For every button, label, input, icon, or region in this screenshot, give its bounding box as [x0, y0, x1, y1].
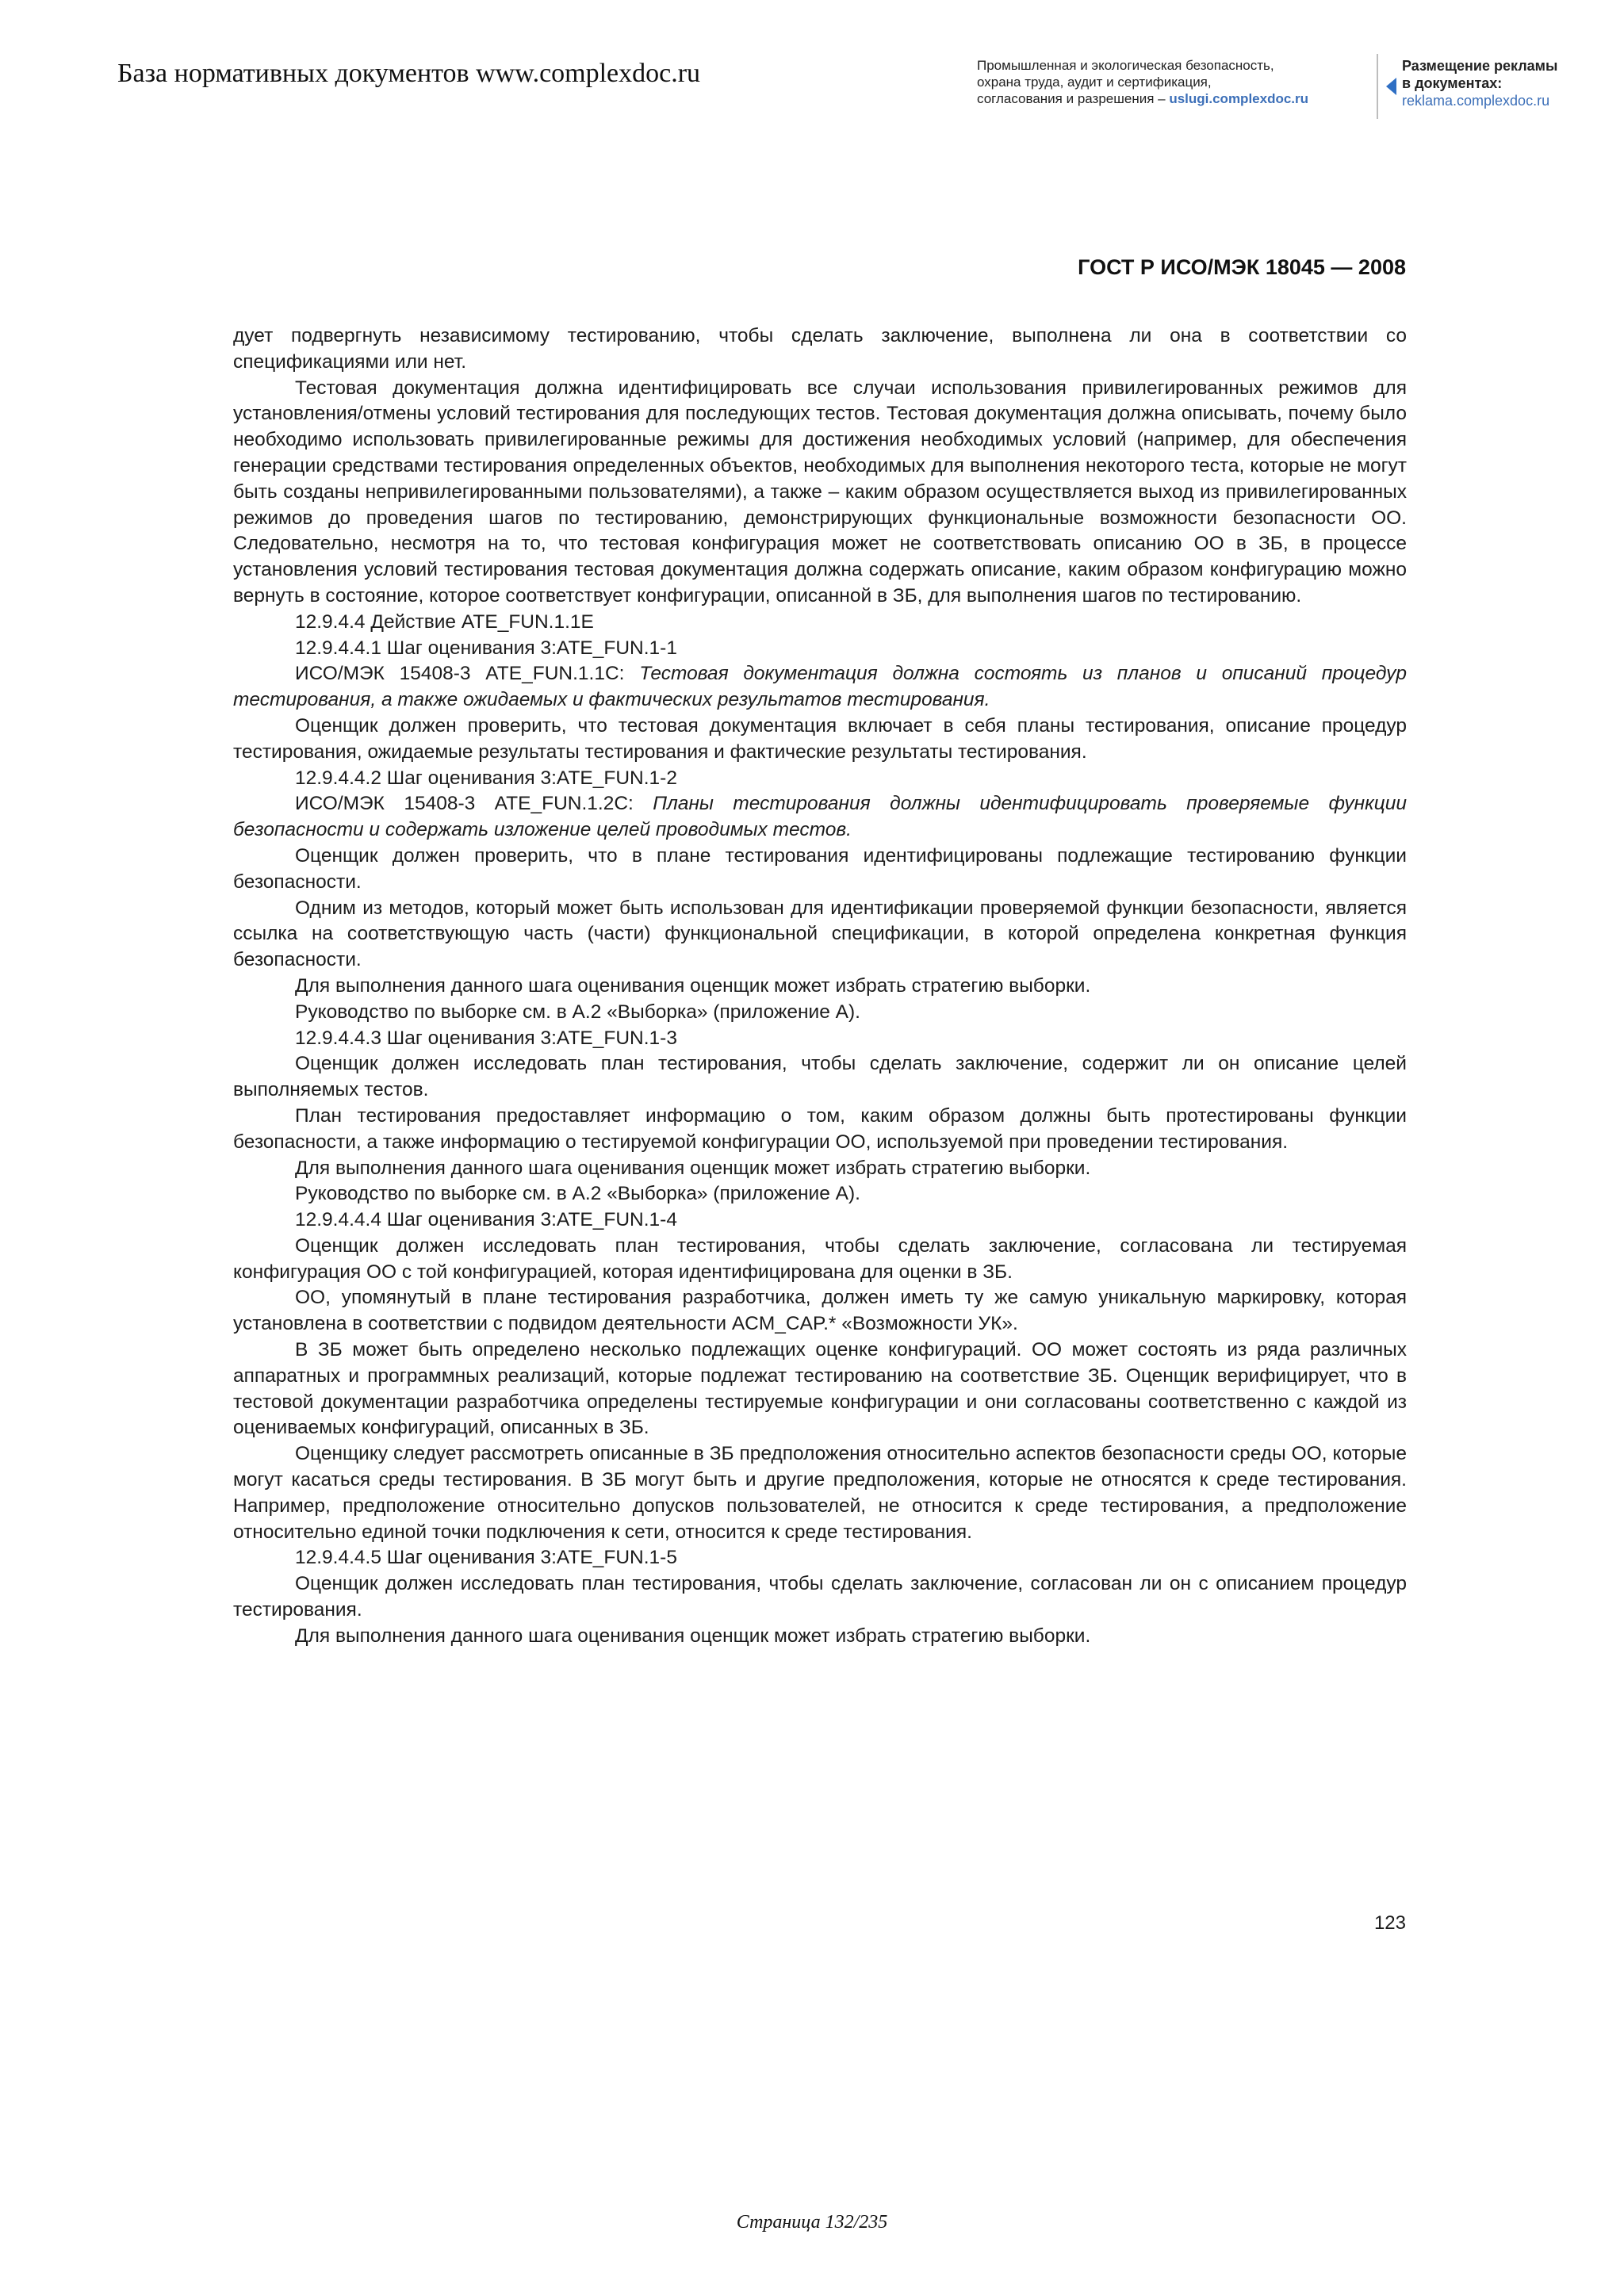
services-line-2: охрана труда, аудит и сертификация,: [977, 75, 1212, 90]
paragraph: дует подвергнуть независимому тестированию, чтобы сделать заключение, выполнена ли она в соответствии со спецификациями или нет.: [233, 325, 1407, 373]
requirement-text: Тестовая документация должна состоять из планов и описаний процедур тестирования, а также ожидаемых и фактических результатов тестирования.: [233, 663, 1407, 711]
banner-divider: [1377, 54, 1378, 119]
arrow-left-icon: [1386, 78, 1396, 95]
paragraph: 12.9.4.4.4 Шаг оценивания 3:ATE_FUN.1-4: [295, 1209, 677, 1231]
paragraph: Тестовая документация должна идентифицировать все случаи использования привилегированных режимов для установления/отмены условий тестирования для последующих тестов. Тестовая документация должна описывать, почему было необходимо использовать привилегированные режимы для достижения необходимых условий (например, для обеспечения генерации средствами тестирования определенных объектов, необходимых для выполнения некоторого теста, которые не могут быть созданы непривилегированными пользователями), а также – каким образом осуществляется выход из привилегированных режимов до проведения шагов по тестированию, демонстрирующих функциональные возможности безопасности ОО. Следовательно, несмотря на то, что тестовая конфигурация может не соответствовать описанию ОО в ЗБ, в процессе установления условий тестирования тестовая документация должна содержать описание, каким образом конфигурацию можно вернуть в состояние, которое соответствует конфигурации, описанной в ЗБ, для выполнения шагов по тестированию.: [233, 377, 1407, 607]
paragraph: Для выполнения данного шага оценивания оценщик может избрать стратегию выборки.: [295, 1624, 1091, 1647]
paragraph: Оценщик должен исследовать план тестирования, чтобы сделать заключение, содержит ли он описание целей выполняемых тестов.: [233, 1053, 1407, 1101]
paragraph: Для выполнения данного шага оценивания оценщик может избрать стратегию выборки.: [295, 974, 1091, 997]
document-body: [233, 323, 1407, 1650]
services-line-1: Промышленная и экологическая безопасность,: [977, 58, 1274, 73]
paragraph: План тестирования предоставляет информацию о том, каким образом должны быть протестированы функции безопасности, а также информацию о тестируемой конфигурации ОО, используемой при проведении тестирования.: [233, 1104, 1407, 1153]
paragraph: Для выполнения данного шага оценивания оценщик может избрать стратегию выборки.: [295, 1157, 1091, 1179]
services-line-3: [977, 90, 1308, 107]
advertising-line-2: в документах:: [1402, 75, 1503, 91]
advertising-line-1: Размещение рекламы: [1402, 58, 1558, 74]
document-header: ГОСТ Р ИСО/МЭК 18045 — 2008: [1078, 255, 1406, 279]
paragraph: 12.9.4.4 Действие ATE_FUN.1.1E: [295, 610, 594, 633]
paragraph: Руководство по выборке см. в А.2 «Выборка» (приложение А).: [295, 1001, 860, 1023]
page-footer: Страница 132/235: [736, 2212, 888, 2233]
requirement-text: Планы тестирования должны идентифицировать проверяемые функции безопасности и содержать изложение целей проводимых тестов.: [233, 793, 1407, 841]
paragraph: 12.9.4.4.1 Шаг оценивания 3:ATE_FUN.1-1: [295, 637, 677, 659]
services-block: [977, 57, 1308, 107]
paragraph: 12.9.4.4.5 Шаг оценивания 3:ATE_FUN.1-5: [295, 1547, 677, 1569]
clause-reference: ИСО/МЭК 15408-3 ATE_FUN.1.1C:: [295, 663, 640, 685]
paragraph: ОО, упомянутый в плане тестирования разработчика, должен иметь ту же самую уникальную маркировку, которая установлена в соответствии с подвидом деятельности ACM_CAP.* «Возможности УК».: [233, 1287, 1407, 1335]
page-number: 123: [1373, 1912, 1406, 1934]
site-title: База нормативных документов www.complexdoc.ru: [117, 59, 701, 88]
paragraph: В ЗБ может быть определено несколько подлежащих оценке конфигураций. ОО может состоять из ряда различных аппаратных и программных реализаций, которые подлежат тестированию на соответствие ЗБ. Оценщик верифицирует, что в тестовой документации разработчика определены тестируемые конфигурации и они согласованы соответственно с каждой из оцениваемых конфигураций, описанных в ЗБ.: [233, 1339, 1407, 1439]
advertising-link[interactable]: reklama.complexdoc.ru: [1402, 93, 1550, 109]
paragraph: [233, 661, 1407, 714]
paragraph: Оценщик должен исследовать план тестирования, чтобы сделать заключение, согласована ли тестируемая конфигурация ОО с той конфигурацией, которая идентифицирована для оценки в ЗБ.: [233, 1234, 1407, 1283]
paragraph: Оценщик должен проверить, что в плане тестирования идентифицированы подлежащие тестированию функции безопасности.: [233, 844, 1407, 893]
services-line-3-prefix: согласования и разрешения –: [977, 91, 1170, 106]
paragraph: Одним из методов, который может быть использован для идентификации проверяемой функции безопасности, является ссылка на соответствующую часть (части) функциональной спецификации, в которой определена конкретная функция безопасности.: [233, 897, 1407, 971]
paragraph: Оценщику следует рассмотреть описанные в ЗБ предположения относительно аспектов безопасности среды ОО, которые могут касаться среды тестирования. В ЗБ могут быть и другие предположения, которые не относятся к среде тестирования. Например, предположение относительно допусков пользователей, не относится к среде тестирования, а предположение относительно единой точки подключения к сети, относится к среде тестирования.: [233, 1443, 1407, 1543]
clause-reference: ИСО/МЭК 15408-3 ATE_FUN.1.2C:: [295, 793, 653, 815]
paragraph: Оценщик должен исследовать план тестирования, чтобы сделать заключение, согласован ли он с описанием процедур тестирования.: [233, 1573, 1407, 1621]
top-banner: [0, 0, 1624, 159]
services-link[interactable]: uslugi.complexdoc.ru: [1169, 91, 1309, 106]
paragraph: 12.9.4.4.2 Шаг оценивания 3:ATE_FUN.1-2: [295, 767, 677, 789]
advertising-block: [1402, 57, 1557, 109]
paragraph: [233, 791, 1407, 844]
paragraph: Оценщик должен проверить, что тестовая документация включает в себя планы тестирования, описание процедур тестирования, ожидаемые результаты тестирования и фактические результаты тестирования.: [233, 714, 1407, 763]
paragraph: 12.9.4.4.3 Шаг оценивания 3:ATE_FUN.1-3: [295, 1027, 677, 1049]
paragraph: Руководство по выборке см. в А.2 «Выборка» (приложение А).: [295, 1183, 860, 1205]
